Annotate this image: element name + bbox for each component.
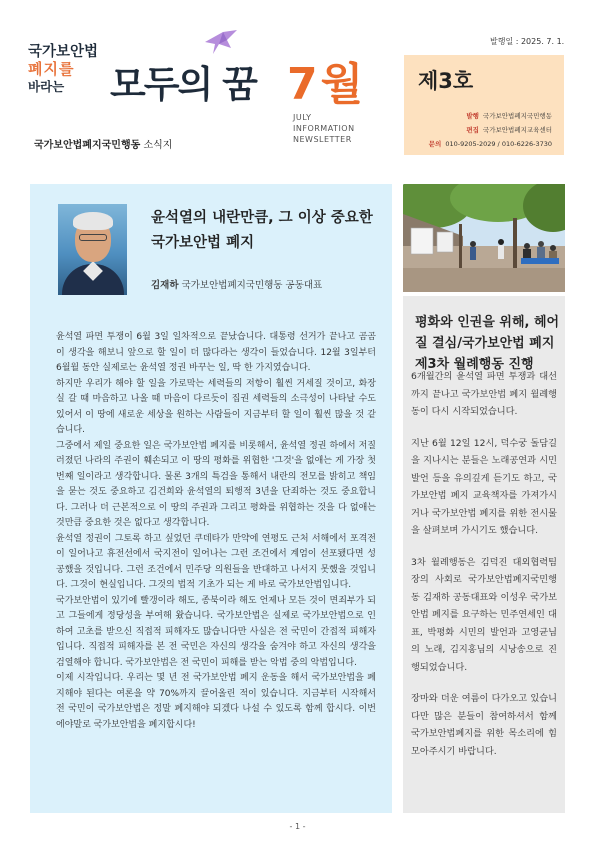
- article-paragraph: 그중에서 제일 중요한 일은 국가보안법 폐지를 비롯해서, 윤석열 정권 하에서 저질러졌던 나라의 주권이 훼손되고 이 땅의 평화를 위협한 '그것'을 없애는 게 가장 첫 번째 일이라고 생각합니다. 물론 3개의 특검을 통해서 내란의 전모를 밝히고 책임을 묻는 것도 중요하고 김건희와 윤석열의 퇴행적 3년을 단죄하는 것도 중요합니다. 그러나 더 근본적으로 이 땅의 주권과 그리고 평화를 위협하는 것을 다 없애는 것만큼 중요한 것은 없다고 생각합니다.: [56, 440, 376, 528]
- article-paragraph: 하지만 우리가 해야 할 일을 가로막는 세력들의 저항이 훨씬 거세질 것이고, 화장실 갈 때 마음하고 나올 때 마음이 다르듯이 집권 세력들의 소극성이 나타날 수도 있어서 이 땅에 새로운 세상을 원하는 사람들이 지금부터 할 일이 훨씬 많을 것 같습니다.: [56, 378, 376, 435]
- newsletter-month: 7월: [287, 59, 367, 110]
- publisher-key: 발행: [466, 112, 479, 120]
- page-number: - 1 -: [289, 822, 306, 831]
- event-paragraph: 3차 월례행동은 김덕진 대외협력팀장의 사회로 국가보안법폐지국민행동 김재하 공동대표와 이성우 국가보안법 폐지를 요구하는 민주연세인 대표, 박평화 시민의 발언과 고영균님의 노래, 김지홍님의 시낭송으로 진행되었습니다.: [411, 556, 557, 673]
- editor-line: [466, 125, 552, 134]
- english-label-line-3: NEWSLETTER: [293, 135, 352, 144]
- org-name: 국가보안법폐지국민행동: [34, 140, 141, 151]
- article-paragraph: 윤석열 정권이 그토록 하고 싶었던 쿠데타가 만약에 연평도 근처 서해에서 포격전이 일어나고 휴전선에서 국지전이 일어나는 그런 조건에서 계엄이 선포됐다면 성공했을 것입니다. 그런 조건에서 민주당 의원들을 반대하고 나서지 못했을 것입니다. 그것이 현실입니다. 그것의 법적 기초가 되는 게 바로 국가보안법입니다.: [56, 533, 376, 590]
- event-photo: [403, 184, 565, 292]
- english-label-line-2: INFORMATION: [293, 124, 355, 133]
- article-byline: [151, 277, 322, 291]
- org-suffix: 소식지: [143, 140, 173, 151]
- event-report-title: 평화와 인권을 위해, 헤어질 결심/국가보안법 폐지 제3차 월례행동 진행: [415, 315, 560, 372]
- article-body: [56, 330, 376, 733]
- tagline-line-2: 폐지를: [28, 60, 75, 78]
- tagline-line-1: 국가보안법: [28, 44, 99, 60]
- event-paragraph: 지난 6월 12일 12시, 덕수궁 돌담길을 지나시는 분들은 노래공연과 시민발언 등을 유의깊게 듣기도 하고, 국가보안법 폐지 교육책자를 가져가시거나 국가보안법 폐지를 위한 전시물을 살펴보며 가시기도 했습니다.: [411, 437, 557, 536]
- article-paragraph: 국가보안법이 있기에 빨갱이라 해도, 종북이라 해도 언제나 모든 것이 면죄부가 되고 그들에게 정당성을 부여해 왔습니다. 국가보안법은 실제로 국가보안법으로 인하여 고초를 받으신 직접적 피해자도 많습니다만 사실은 전 국민이 간접적 피해자입니다. 직접적 피해자를 본 전 국민은 자신의 생각을 숨겨야 하고 자신의 생각을 검열해야 합니다. 국가보안법은 전 국민이 피해를 받는 악법 중의 악법입니다.: [56, 595, 376, 668]
- article-paragraph: 이제 시작입니다. 우리는 몇 년 전 국가보안법 폐지 운동을 해서 국가보안법을 폐지해야 된다는 여론을 약 70%까지 끌어올린 적이 있습니다. 지금부터 시작해서 전 국민이 국가보안법은 정말 폐지해야 되겠다 나설 수 있도록 함께 합시다. 이번에야말로 국가보안법을 폐지합시다!: [56, 673, 376, 730]
- newsletter-english-label: [293, 112, 355, 145]
- author-photo: [58, 204, 127, 295]
- editor-key: 편집: [466, 126, 479, 134]
- event-paragraph: 장마와 더운 여름이 다가오고 있습니다만 많은 분들이 참여하셔서 함께 국가보안법폐지를 위한 목소리에 힘모아주시기 바랍니다.: [411, 693, 557, 757]
- issue-info-box: [404, 55, 564, 155]
- issue-number: 제3호: [418, 69, 474, 93]
- author-name: 김재하: [151, 280, 179, 291]
- newsletter-title: 모두의 꿈: [110, 63, 256, 106]
- publisher-value: 국가보안법폐지국민행동: [482, 112, 552, 120]
- editor-value: 국가보안법폐지교육센터: [482, 126, 552, 134]
- issue-date: 발행일 : 2025. 7. 1.: [490, 37, 565, 46]
- publisher-line: [466, 111, 552, 120]
- contact-key: 문의: [428, 140, 442, 148]
- author-role: 국가보안법폐지국민행동 공동대표: [181, 280, 323, 291]
- event-photo-image: [403, 184, 565, 292]
- masthead-tagline: [28, 44, 108, 95]
- article-title: 윤석열의 내란만큼, 그 이상 중요한 국가보안법 폐지: [151, 210, 373, 251]
- main-article: [30, 184, 392, 813]
- org-subtitle: [34, 136, 172, 151]
- article-paragraph: 윤석열 파면 투쟁이 6월 3일 일차적으로 끝났습니다. 대통령 선거가 끝나고 곰곰이 생각을 해보니 앞으로 할 일이 더 많다라는 생각이 들었습니다. 12월 3일부터 6월월 동안 실제로는 윤석열 정권 바꾸는 일, 딱 한 가지였습니다.: [56, 332, 376, 373]
- contact-value: 010-9205-2029 / 010-6226-3730: [445, 140, 552, 148]
- event-paragraph: 6개월간의 윤석열 파면 투쟁과 대선까지 끝나고 국가보안법 폐지 월례행동이 다시 시작되었습니다.: [411, 371, 557, 417]
- english-label-line-1: JULY: [293, 113, 312, 122]
- contact-line: [429, 139, 552, 148]
- event-report: [403, 296, 565, 813]
- event-report-body: [411, 368, 557, 774]
- tagline-line-3: 바라는: [28, 79, 65, 94]
